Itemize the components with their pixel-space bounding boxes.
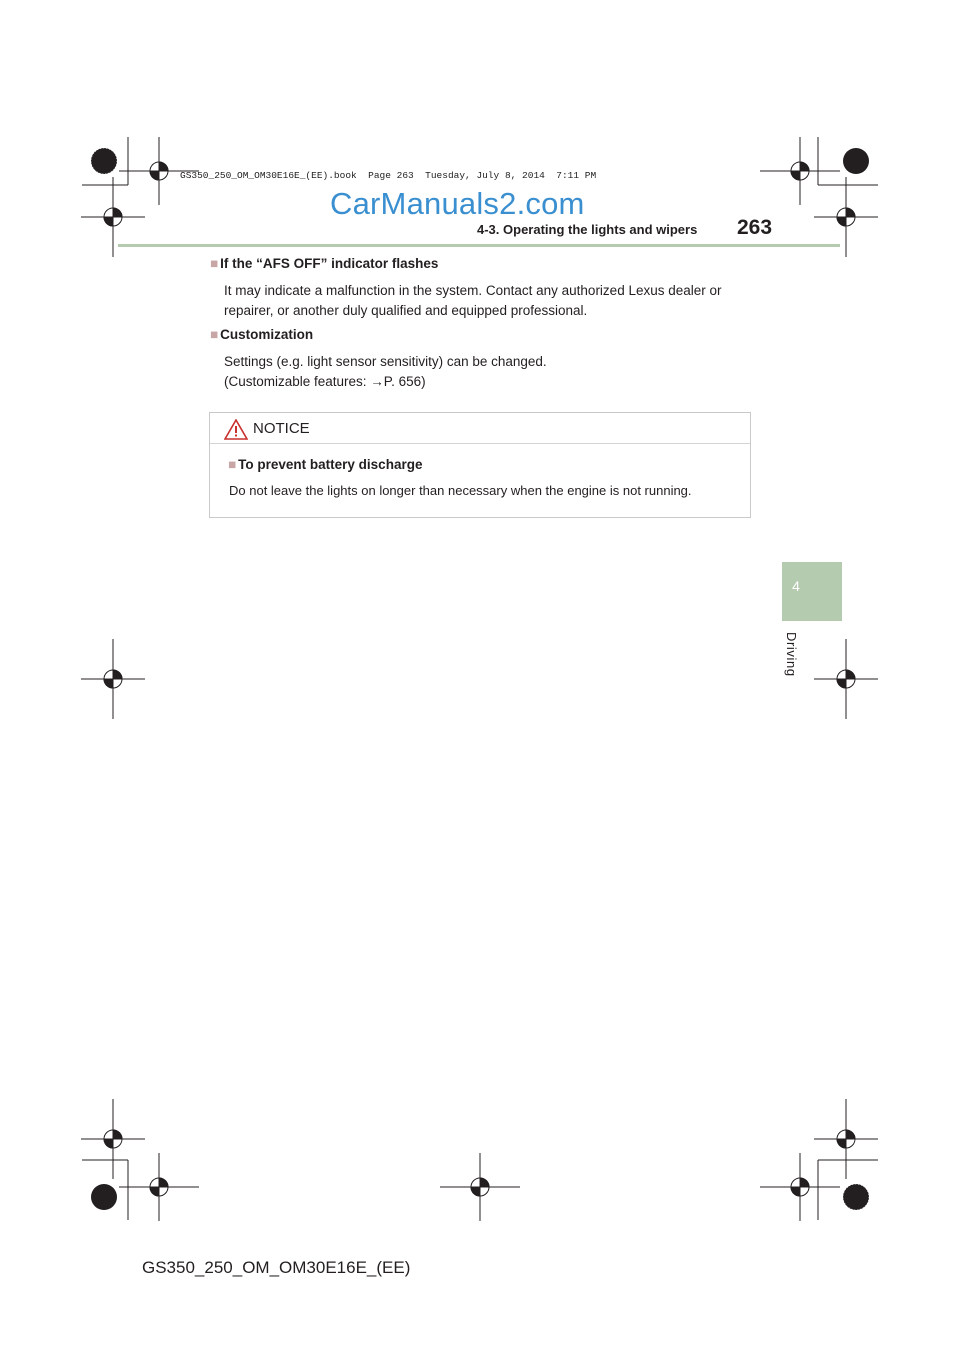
notice-box xyxy=(209,412,751,518)
section-title: 4-3. Operating the lights and wipers xyxy=(477,222,698,237)
warning-triangle-icon xyxy=(224,419,248,440)
bullet-square-icon: ■ xyxy=(210,327,219,342)
bullet-square-icon: ■ xyxy=(210,256,219,271)
notice-text: Do not leave the lights on longer than necessary when the engine is not running. xyxy=(229,483,692,498)
bullet-square-icon: ■ xyxy=(228,457,237,472)
chapter-label: Driving xyxy=(784,632,799,677)
footer-code: GS350_250_OM_OM30E16E_(EE) xyxy=(142,1258,411,1277)
chapter-number: 4 xyxy=(792,578,800,594)
page-number: 263 xyxy=(737,216,773,239)
print-slug: GS350_250_OM_OM30E16E_(EE).book Page 263 Tuesday, July 8, 2014 7:11 PM xyxy=(180,170,597,181)
item-heading: ■ Customization xyxy=(210,327,314,342)
notice-header xyxy=(210,413,750,444)
item-text: It may indicate a malfunction in the system. Contact any authorized Lexus dealer or repairer, or another duly qualified and equipped professional. xyxy=(224,283,722,318)
watermark-logo[interactable]: CarManuals2.com xyxy=(330,186,585,221)
header-rule xyxy=(118,244,840,247)
notice-heading: ■ To prevent battery discharge xyxy=(228,457,423,472)
item-heading: ■ If the “AFS OFF” indicator flashes xyxy=(210,256,439,271)
notice-title: NOTICE xyxy=(253,420,310,437)
item-text: Settings (e.g. light sensor sensitivity) can be changed. (Customizable features: →P. 656) xyxy=(224,354,547,389)
